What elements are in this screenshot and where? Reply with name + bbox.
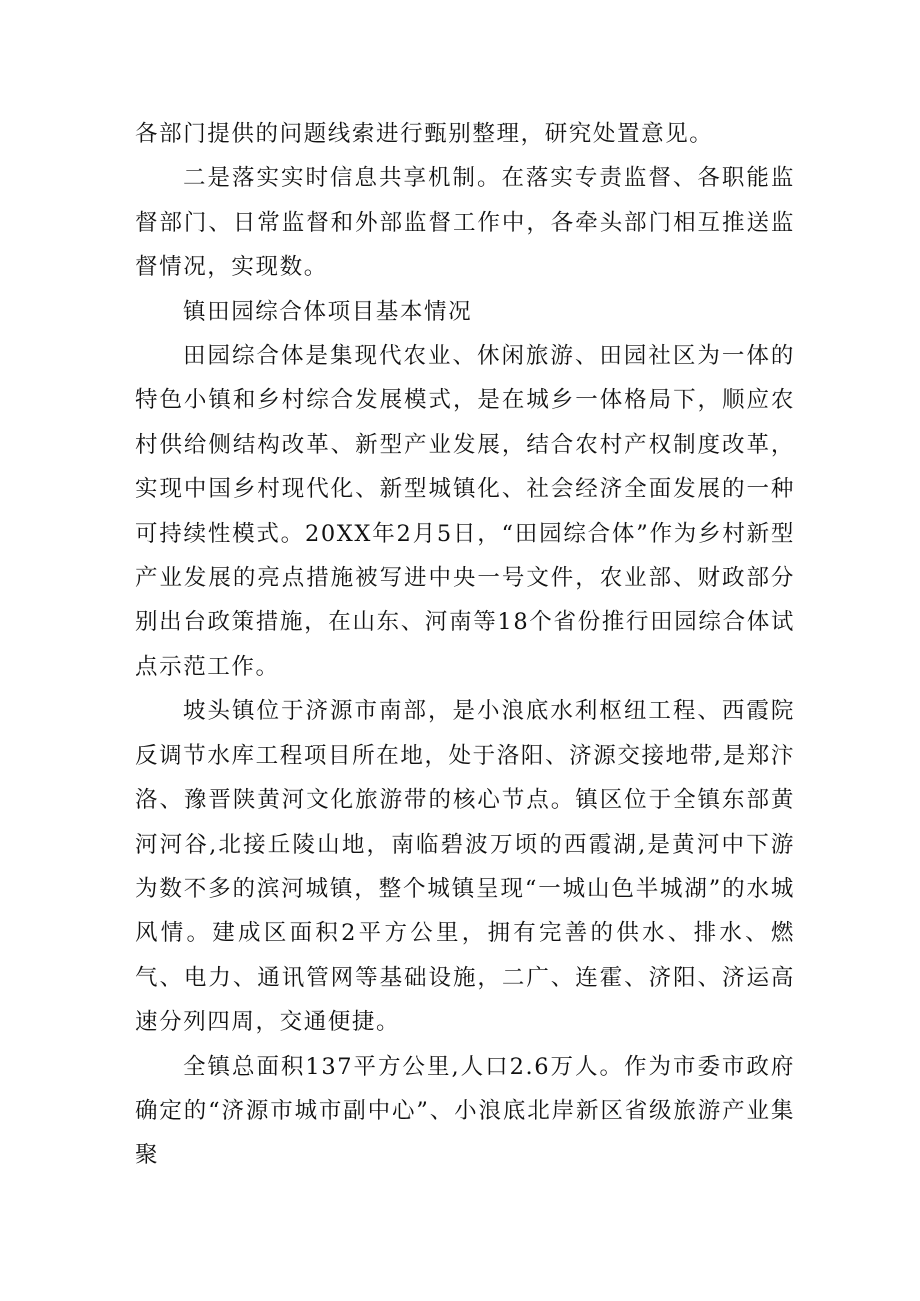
- paragraph-continuation: 各部门提供的问题线索进行甄别整理，研究处置意见。: [135, 121, 714, 147]
- paragraph-pastoral-complex: 田园综合体是集现代农业、休闲旅游、田园社区为一体的特色小镇和乡村综合发展模式，是在城乡一体格局下，顺应农村供给侧结构改革、新型产业发展，结合农村产权制度改革，实现中国乡村现代化、新型城镇化、社会经济全面发展的一种可持续性模式。20XX年2月5日，“田园综合体”作为乡村新型产业发展的亮点措施被写进中央一号文件，农业部、财政部分别出台政策措施，在山东、河南等18个省份推行田园综合体试点示范工作。: [135, 343, 795, 680]
- section-heading: 镇田园综合体项目基本情况: [183, 298, 473, 325]
- paragraph-potou-town: 坡头镇位于济源市南部，是小浪底水利枢纽工程、西霞院反调节水库工程项目所在地，处于洛阳、济源交接地带,是郑汴洛、豫晋陕黄河文化旅游带的核心节点。镇区位于全镇东部黄河河谷,北接丘陵山地，南临碧波万顷的西霞湖,是黄河中下游为数不多的滨河城镇，整个城镇呈现“一城山色半城湖”的水城风情。建成区面积2平方公里，拥有完善的供水、排水、燃气、电力、通讯管网等基础设施，二广、连霍、济阳、济运高速分列四周，交通便捷。: [135, 698, 795, 1036]
- document-page: [135, 112, 795, 1178]
- paragraph-town-area: 全镇总面积137平方公里,人口2.6万人。作为市委市政府确定的“济源市城市副中心”、小浪底北岸新区省级旅游产业集聚: [135, 1053, 795, 1169]
- paragraph-info-sharing: 二是落实实时信息共享机制。在落实专责监督、各职能监督部门、日常监督和外部监督工作中，各牵头部门相互推送监督情况，实现数。: [135, 165, 795, 281]
